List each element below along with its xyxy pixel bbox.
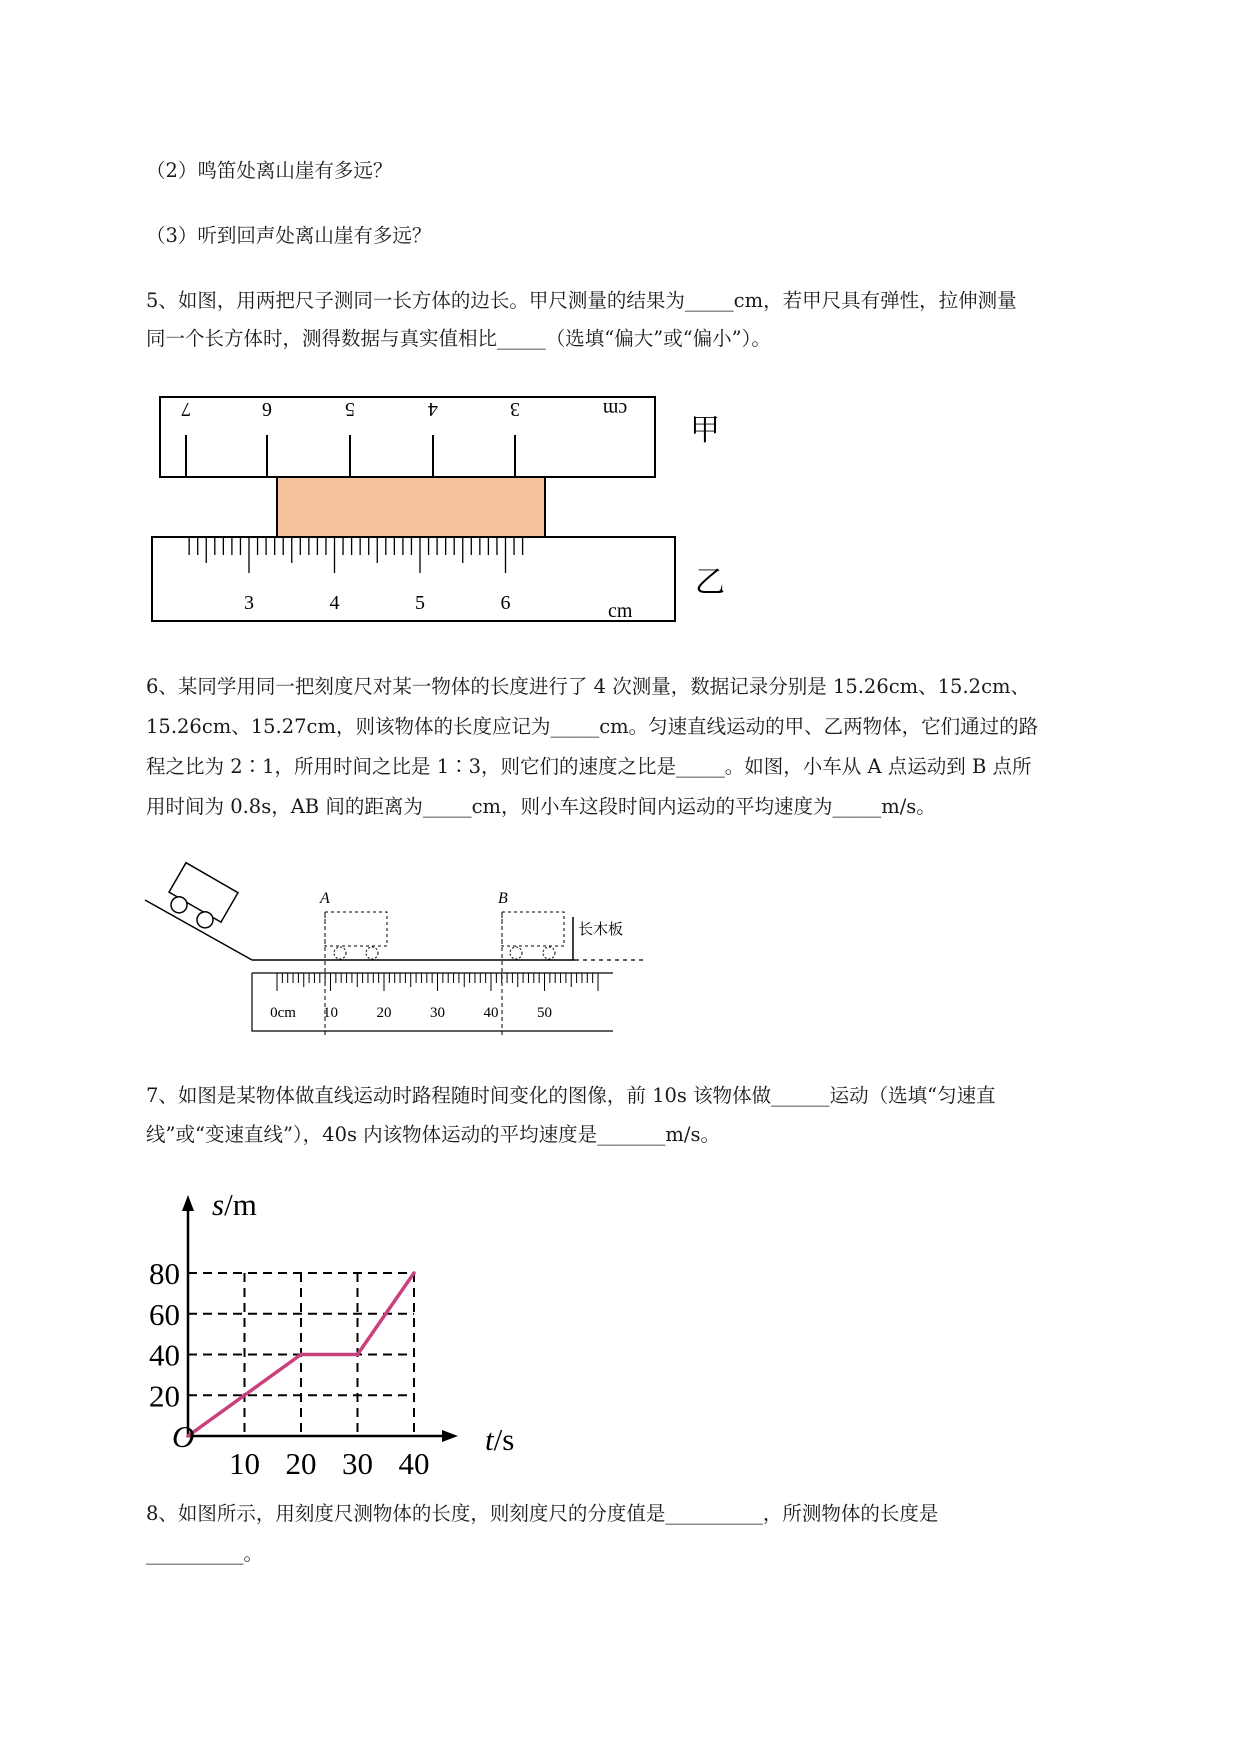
top-ruler-number: 6 xyxy=(262,398,272,420)
y-tick-label: 20 xyxy=(149,1378,180,1414)
top-ruler-number: 7 xyxy=(181,398,191,420)
bottom-ruler-unit: cm xyxy=(608,600,633,622)
x-tick-label: 30 xyxy=(342,1446,373,1481)
q5-line-2: 同一个长方体时，测得数据与真实值相比_____（选填“偏大”或“偏小”）。 xyxy=(146,327,771,350)
ruler-figure xyxy=(150,395,730,635)
board-label: 长木板 xyxy=(578,922,624,938)
bottom-ruler-number: 3 xyxy=(244,592,254,614)
cart-ruler-number: 0cm xyxy=(270,1005,296,1021)
chart-point xyxy=(412,1271,416,1275)
x-tick-label: 10 xyxy=(229,1446,260,1481)
bottom-ruler-number: 4 xyxy=(329,592,340,614)
label-jia: 甲 xyxy=(690,414,720,447)
label-a: A xyxy=(320,890,330,907)
bottom-ruler-body xyxy=(152,537,675,621)
chart-point xyxy=(243,1393,247,1397)
q6-line-1: 6、某同学用同一把刻度尺对某一物体的长度进行了 4 次测量，数据记录分别是 15.26cm、15.2cm、 xyxy=(146,675,1030,698)
label-yi: 乙 xyxy=(695,566,725,599)
q5-line-1: 5、如图，用两把尺子测同一长方体的边长。甲尺测量的结果为_____cm，若甲尺具有弹性，拉伸测量 xyxy=(146,289,1017,312)
origin-label: O xyxy=(172,1419,195,1454)
top-ruler-body xyxy=(160,397,655,477)
chart-axes xyxy=(182,1195,458,1442)
cart-figure xyxy=(140,855,660,1045)
cart-ruler-ticks xyxy=(277,973,598,991)
chart-point xyxy=(356,1353,360,1357)
q7-line-1: 7、如图是某物体做直线运动时路程随时间变化的图像，前 10s 该物体做______运动（选填“匀速直 xyxy=(146,1084,996,1107)
cart-ruler-number: 50 xyxy=(537,1005,552,1021)
cart-ruler-number: 10 xyxy=(323,1005,338,1021)
cart-ruler-number: 20 xyxy=(376,1005,392,1021)
x-axis-arrow xyxy=(442,1430,458,1442)
y-axis-label: s/m xyxy=(212,1187,257,1222)
cart-ruler-number: 40 xyxy=(483,1005,499,1021)
y-tick-label: 40 xyxy=(149,1337,180,1373)
s-t-chart xyxy=(149,1185,540,1481)
cart-ruler-numbers xyxy=(270,1005,552,1021)
q4-sub2-text: （2）鸣笛处离山崖有多远？ xyxy=(146,159,393,182)
x-tick-label: 20 xyxy=(285,1446,317,1481)
measured-block xyxy=(277,477,545,537)
chart-point xyxy=(299,1353,303,1357)
top-ruler-number: 4 xyxy=(428,398,438,420)
q6-line-4: 用时间为 0.8s，AB 间的距离为_____cm，则小车这段时间内运动的平均速度为_____m/s。 xyxy=(146,795,936,818)
y-tick-label: 60 xyxy=(149,1296,180,1332)
label-b: B xyxy=(498,890,508,907)
x-tick-label: 40 xyxy=(398,1446,430,1481)
x-axis-label: t/s xyxy=(485,1422,515,1457)
q6-line-3: 程之比为 2∶1，所用时间之比是 1∶3，则它们的速度之比是_____。如图，小车从 A 点运动到 B 点所 xyxy=(146,755,1032,778)
q6-line-2: 15.26cm、15.27cm，则该物体的长度应记为_____cm。匀速直线运动的甲、乙两物体，它们通过的路 xyxy=(146,715,1039,738)
q8-line-1: 8、如图所示，用刻度尺测物体的长度，则刻度尺的分度值是__________，所测物体的长度是 xyxy=(146,1502,939,1525)
q8-line-2: __________。 xyxy=(146,1542,264,1565)
y-axis-arrow xyxy=(182,1195,194,1211)
y-tick-label: 80 xyxy=(149,1256,180,1291)
top-ruler-number: 3 xyxy=(510,398,520,420)
q4-sub3-text: （3）听到回声处离山崖有多远？ xyxy=(146,224,432,247)
bottom-ruler-number: 6 xyxy=(500,592,511,614)
bottom-ruler-number: 5 xyxy=(415,592,425,614)
top-ruler-unit: cm xyxy=(602,398,628,420)
cart-on-incline xyxy=(162,863,238,935)
top-ruler-number: 5 xyxy=(345,398,355,420)
q7-line-2: 线”或“变速直线”），40s 内该物体运动的平均速度是_______m/s。 xyxy=(146,1123,720,1146)
cart-ruler-number: 30 xyxy=(430,1005,445,1021)
